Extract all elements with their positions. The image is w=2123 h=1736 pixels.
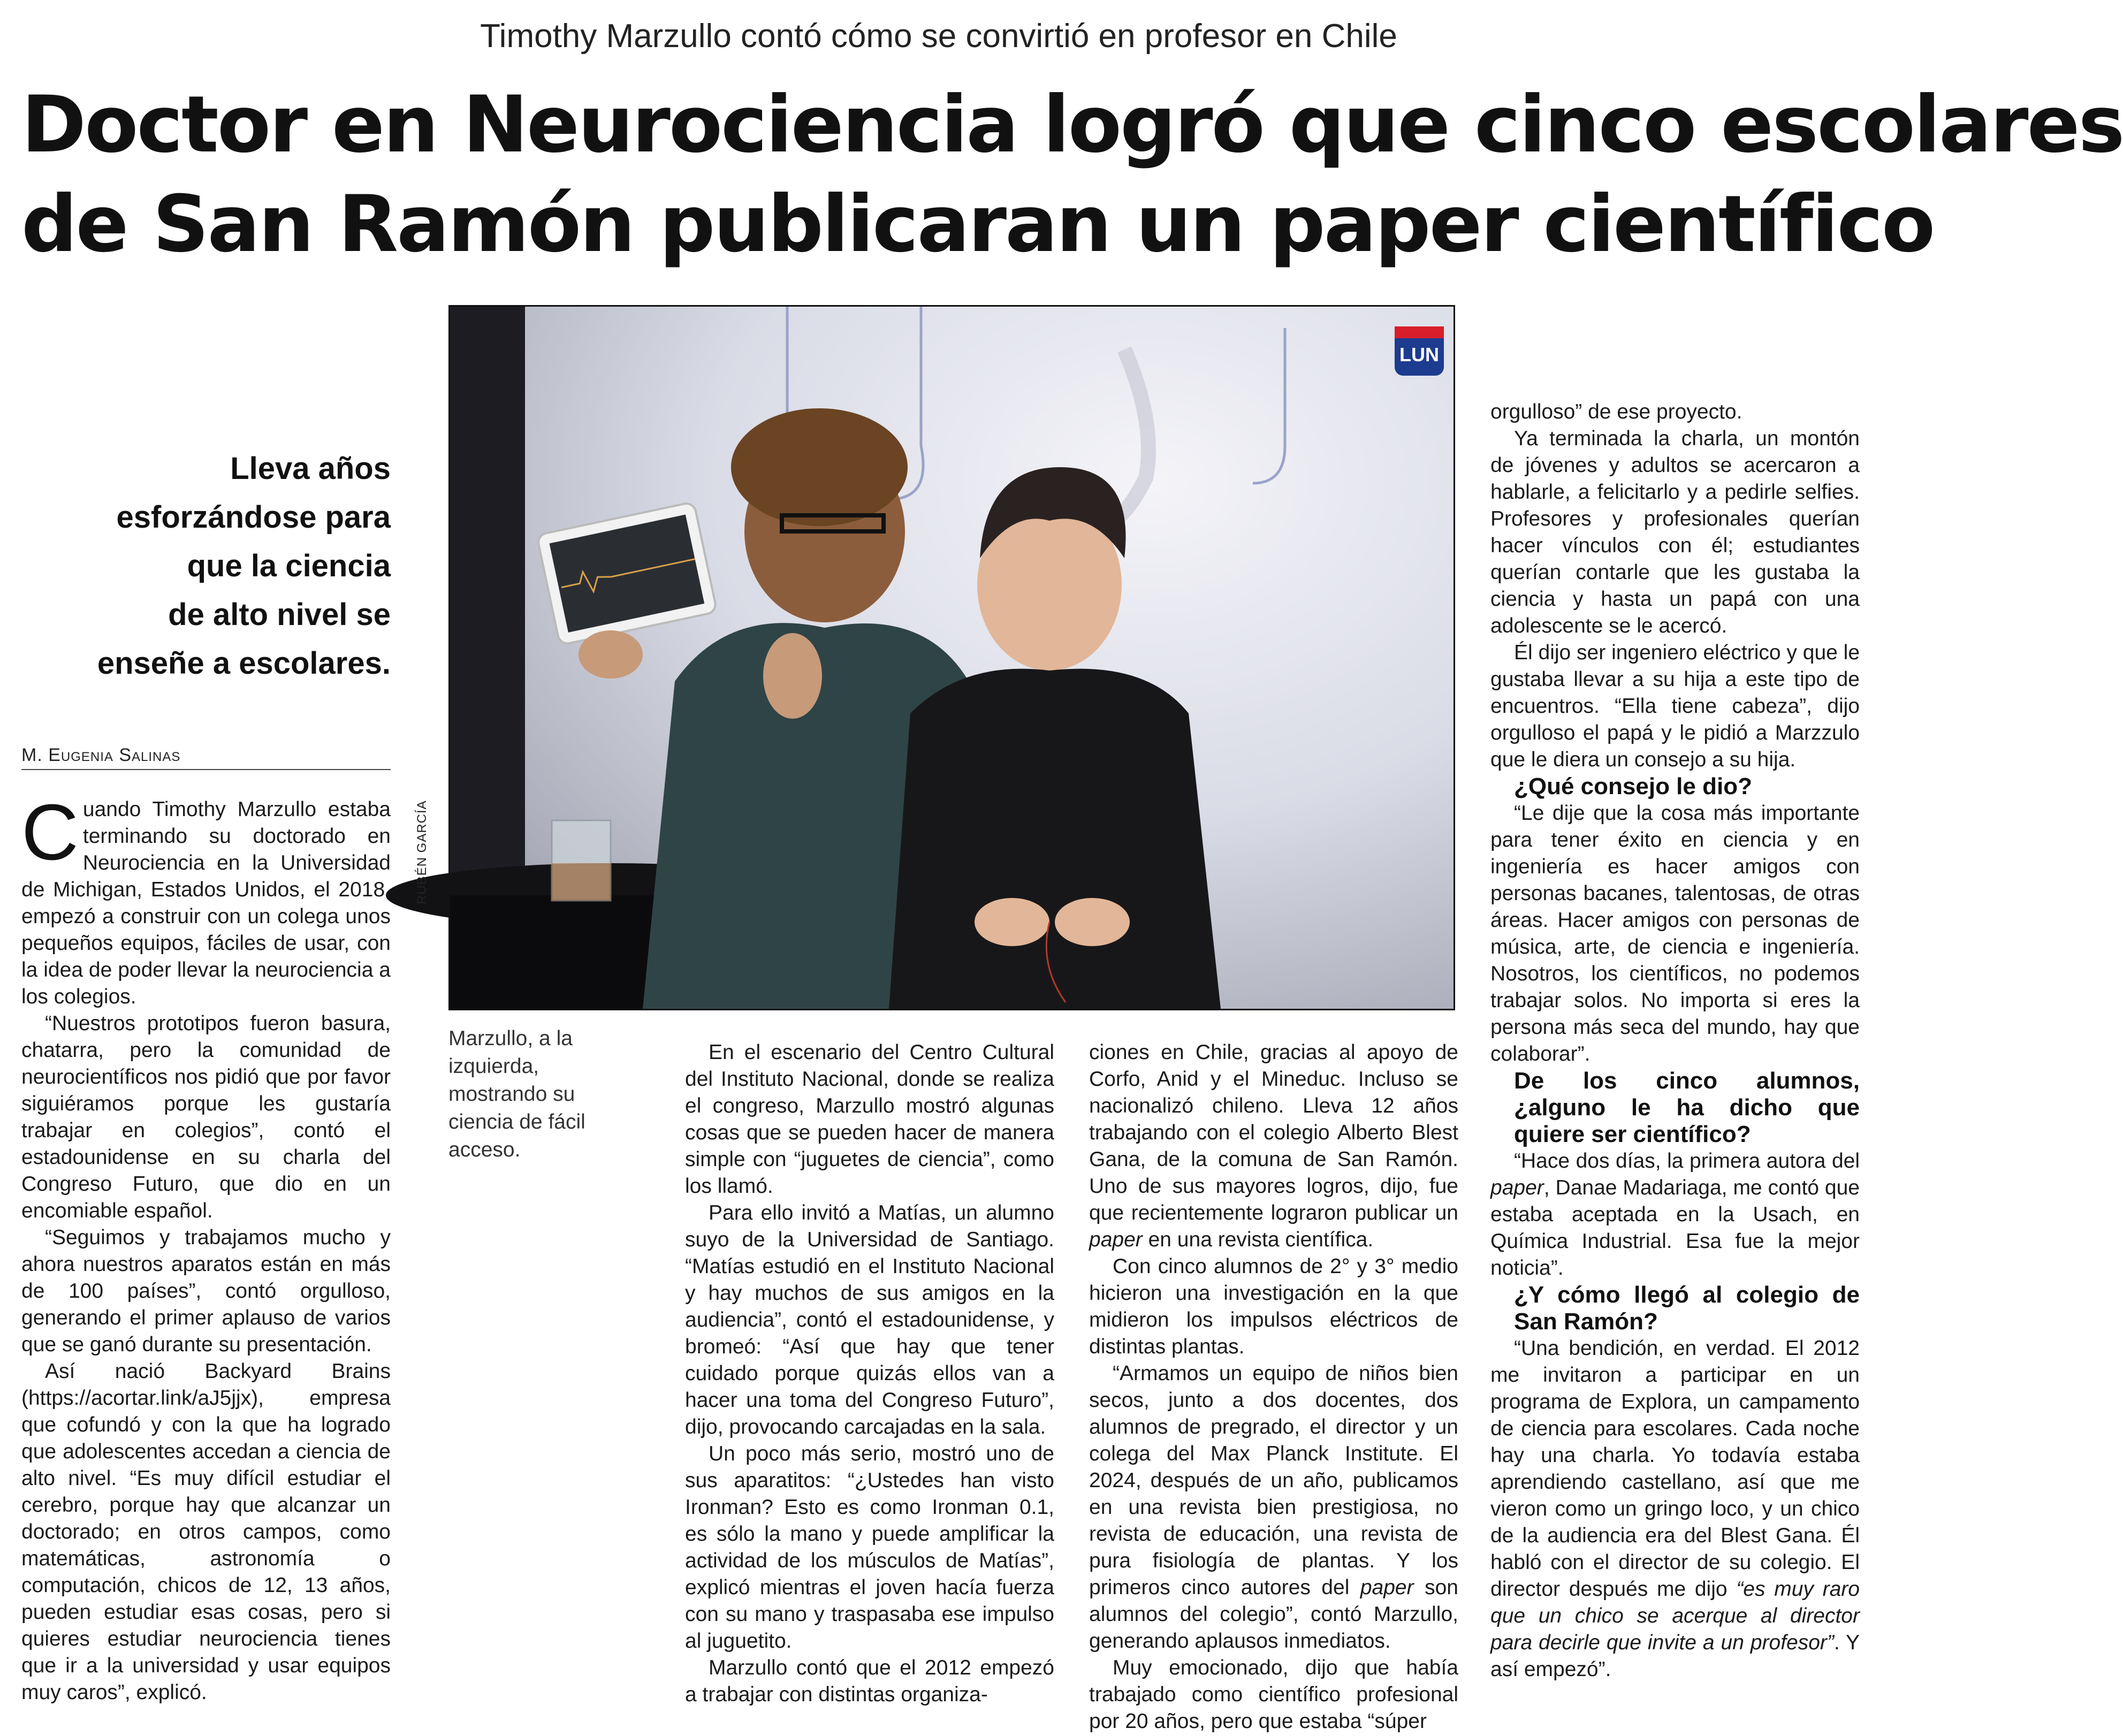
dek bbox=[21, 444, 391, 688]
article-photo bbox=[448, 305, 1455, 1010]
dek-line: de alto nivel se bbox=[168, 597, 391, 632]
dek-line: enseñe a escolares. bbox=[97, 646, 391, 681]
headline bbox=[21, 75, 2123, 274]
paragraph: Ya terminada la charla, un montón de jóvenes y adultos se acercaron a hablarle, a felicitarlo y a pedirle selfies. Profesores y profesionales querían hacer vínculos con él; estudiantes querían contarle que les gustaba la ciencia y hasta un papá con una adolescente se le acercó. bbox=[1490, 427, 1860, 637]
paragraph: “Armamos un equipo de niños bien secos, junto a dos docentes, dos alumnos de pregrado, el director y un colega del Max Planck Institute. El 2024, después de un año, publicamos en una revista bien prestigiosa, no revista de educación, una revista de pura fisiología de plantas. Y los primeros cinco autores del paper son alumnos del colegio”, contó Marzullo, generando aplausos inmediatos. bbox=[1089, 1362, 1458, 1653]
kicker: Timothy Marzullo contó cómo se convirtió en profesor en Chile bbox=[480, 18, 1397, 55]
paragraph: Él dijo ser ingeniero eléctrico y que le gustaba llevar a su hija a este tipo de encuentros. “Ella tiene cabeza”, dijo orgulloso el papá y le pidió a Marzzulo que le diera un consejo a su hija. bbox=[1490, 641, 1860, 771]
paragraph: Muy emocionado, dijo que había trabajado como científico profesional por 20 años, pero que estaba “súper bbox=[1089, 1656, 1458, 1733]
column-1 bbox=[21, 788, 391, 1706]
column-2 bbox=[685, 1039, 1054, 1708]
photo-credit: RUBÉN GARCÍA bbox=[415, 800, 429, 904]
paragraph: ciones en Chile, gracias al apoyo de Corfo, Anid y el Mineduc. Incluso se nacionalizó chileno. Lleva 12 años trabajando con el colegio Alberto Blest Gana, de la comuna de San Ramón. Uno de sus mayores logros, dijo, fue que recientemente lograron publicar un paper en una revista científica. bbox=[1089, 1041, 1458, 1251]
paragraph: “Seguimos y trabajamos mucho y ahora nuestros aparatos están en más de 100 países”, contó orgulloso, generando el primer aplauso de varios que se ganó durante su presentación. bbox=[21, 1226, 391, 1356]
interview-question: De los cinco alumnos, ¿alguno le ha dicho que quiere ser científico? bbox=[1514, 1068, 1860, 1147]
column-4 bbox=[1490, 399, 1860, 1683]
lun-logo: LUN bbox=[1395, 326, 1444, 376]
paragraph: Un poco más serio, mostró uno de sus aparatitos: “¿Ustedes han visto Ironman? Esto es como Ironman 0.1, es sólo la mano y puede amplificar la actividad de los músculos de Matías”, explicó mientras el joven hacía fuerza con su mano y traspasaba ese impulso al juguetito. bbox=[685, 1442, 1054, 1653]
paragraph: Marzullo contó que el 2012 empezó a trabajar con distintas organiza- bbox=[685, 1656, 1054, 1706]
interview-question: ¿Y cómo llegó al colegio de San Ramón? bbox=[1514, 1282, 1860, 1335]
byline: M. Eugenia Salinas bbox=[21, 745, 391, 770]
paragraph: orgulloso” de ese proyecto. bbox=[1490, 400, 1742, 423]
paragraph: “Una bendición, en verdad. El 2012 me invitaron a participar en un programa de Explora, un campamento de ciencia para escolares. Cada noche hay una charla. Yo todavía estaba aprendiendo castellano, así que me vieron como un gringo loco, y un chico de la audiencia era del Blest Gana. Él habló con el director de su colegio. El director después me dijo “es muy raro que un chico se acerque al director para decirle que invite a un profesor”. Y así empezó”. bbox=[1490, 1337, 1860, 1681]
dek-line: esforzándose para bbox=[116, 500, 391, 535]
paragraph: Así nació Backyard Brains (https://acortar.link/aJ5jjx), empresa que cofundó y con la que ha logrado que adolescentes accedan a ciencia de alto nivel. “Es muy difícil estudiar el cerebro, porque hay que alcanzar un doctorado; en otros campos, como matemáticas, astronomía o computación, chicos de 12, 13 años, pueden estudiar esas cosas, pero si quieres estudiar neurociencia tienes que ir a la universidad y usar equipos muy caros”, explicó. bbox=[21, 1360, 391, 1704]
paragraph: Para ello invitó a Matías, un alumno suyo de la Universidad de Santiago. “Matías estudió en el Instituto Nacional y hay muchos de sus amigos en la audiencia”, contó el estadounidense, y bromeó: “Así que hay que tener cuidado porque quizás ellos van a hacer una toma del Congreso Futuro”, dijo, provocando carcajadas en la sala. bbox=[685, 1201, 1054, 1438]
column-3 bbox=[1089, 1039, 1458, 1735]
headline-line-1: Doctor en Neurociencia logró que cinco escolares bbox=[21, 79, 2123, 170]
interview-question: ¿Qué consejo le dio? bbox=[1514, 773, 1752, 800]
photo-illustration bbox=[450, 307, 1454, 1009]
dek-line: Lleva años bbox=[230, 451, 391, 486]
dek-line: que la ciencia bbox=[187, 549, 391, 583]
paragraph: “Hace dos días, la primera autora del paper, Danae Madariaga, me contó que estaba aceptada en la Usach, en Química Industrial. Esa fue la mejor noticia”. bbox=[1490, 1149, 1860, 1280]
paragraph: En el escenario del Centro Cultural del Instituto Nacional, donde se realiza el congreso, Marzullo mostró algunas cosas que se pueden hacer de manera simple con “juguetes de ciencia”, como los llamó. bbox=[685, 1041, 1054, 1198]
photo-caption: Marzullo, a la izquierda, mostrando su ciencia de fácil acceso. bbox=[448, 1027, 585, 1161]
headline-line-2: de San Ramón publicaran un paper científico bbox=[21, 179, 1934, 270]
paragraph: “Le dije que la cosa más importante para tener éxito en ciencia y en ingeniería es hacer amigos con personas bacanes, talentosas, de otras áreas. Hacer amigos con personas de música, arte, de ciencia e ingeniería. Nosotros, los científicos, no podemos trabajar solos. No importa si eres la persona más seca del mundo, hay que colaborar”. bbox=[1490, 802, 1860, 1065]
paragraph: “Nuestros prototipos fueron basura, chatarra, pero la comunidad de neurocientíficos nos pidió que por favor siguiéramos porque les gustaría trabajar en colegios”, contó el estadounidense en su charla del Congreso Futuro, que dio en un encomiable español. bbox=[21, 1012, 391, 1222]
paragraph: Con cinco alumnos de 2° y 3° medio hicieron una investigación en la que midieron los impulsos eléctricos de distintas plantas. bbox=[1089, 1255, 1458, 1358]
paragraph: Cuando Timothy Marzullo estaba terminando su doctorado en Neurociencia en la Universidad de Michigan, Estados Unidos, el 2018, empezó a construir con un colega unos pequeños equipos, fáciles de usar, con la idea de poder llevar la neurociencia a los colegios. bbox=[21, 788, 391, 1008]
drop-cap: C bbox=[21, 788, 79, 877]
